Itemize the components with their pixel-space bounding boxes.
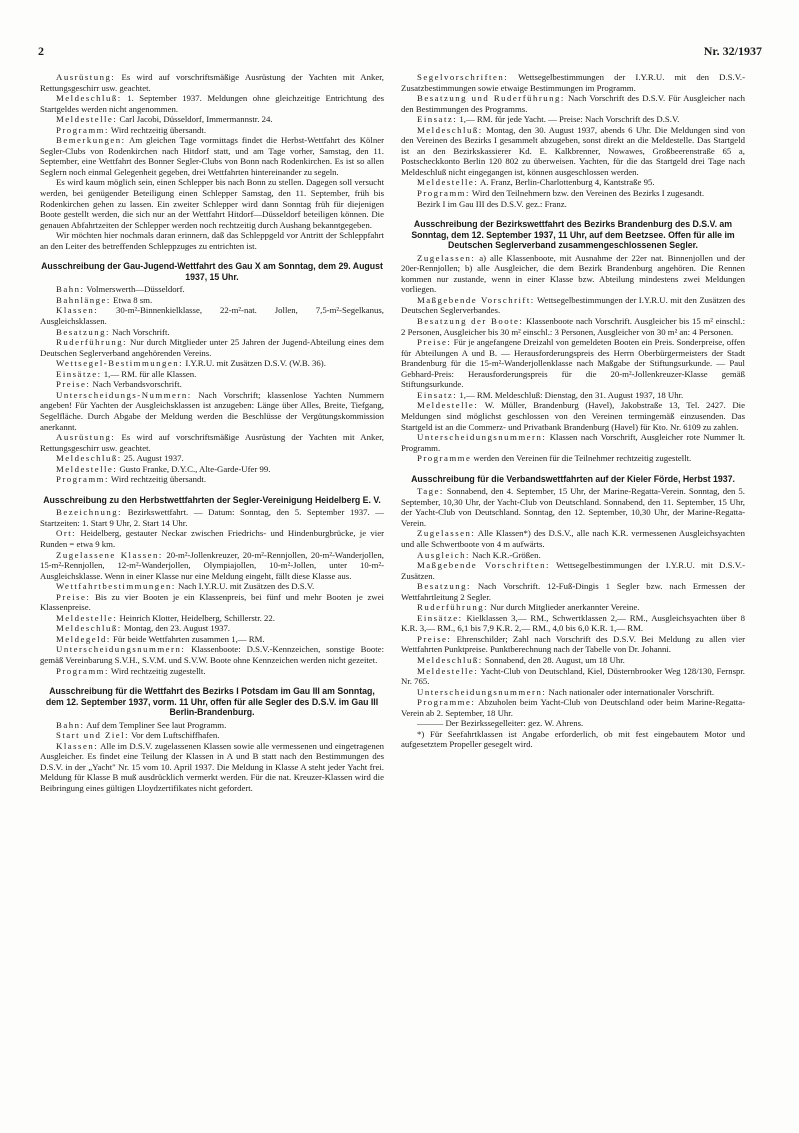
paragraph: Programm: Wird rechtzeitig übersandt. <box>56 474 207 485</box>
paragraph: Einsatz: 1,— RM. Meldeschluß: Dienstag, den 31. August 1937, 18 Uhr. <box>417 389 684 400</box>
paragraph: Preise: Für je angefangene Dreizahl von gemeldeten Booten ein Preis. Sonderpreise, offen für Abteilungen A und B. — Herausforderungspreis des Herrn Oberbürgermeisters der Stadt Brandenburg für die 15-m²-Wanderjollenklasse nach Maßgabe der Stiftungsurkunde. — Paul Gebhard-Preis: Herausforderungspreis für die 20-m²-Jollenkreuzer-Klasse gemäß Stiftungsurkunde. <box>401 337 745 390</box>
right-top-block <box>401 72 745 209</box>
paragraph: Es wird kaum möglich sein, einen Schlepper bis nach Bonn zu stellen. Dagegen soll versucht werden, bei genügender Beteiligung einen Schlepper Samstag, den 11. September, früh bis Rodenkirchen gehen zu lassen. Ein zweiter Schlepper wird dann Sonntag früh für diejenigen Boote gestellt werden, die sich nur an der Wettfahrt Hitdorf—Düsseldorf beteiligen können. Die genauen Abfahrtzeiten der Schlepper werden noch rechtzeitig durch Aushang bekanntgegeben. <box>40 177 384 230</box>
paragraph: Ausrüstung: Es wird auf vorschriftsmäßige Ausrüstung der Yachten mit Anker, Rettungsgeschirr usw. geachtet. <box>40 72 384 93</box>
signature: Bezirk I im Gau III des D.S.V. gez.: Franz. <box>417 198 567 209</box>
paragraph: Unterscheidungsnummern: Klassenboote: D.S.V.-Kennzeichen, sonstige Boote: gemäß Vereinbarung S.V.H., S.V.M. und S.V.W. Boote ohne Kennzeichen werden nicht gezeitet. <box>40 644 384 665</box>
paragraph: Ruderführung: Nur durch Mitglieder anerkannter Vereine. <box>417 602 640 613</box>
section-kiel <box>401 474 745 750</box>
paragraph: Tage: Sonnabend, den 4. September, 15 Uhr, der Marine-Regatta-Verein. Sonntag, den 5. September, 10,30 Uhr, der Yacht-Club von Deutschland. Sonnabend, den 11. September, 15 Uhr, der Yacht-Club von Deutschland. Sonntag, den 12. September, 10,30 Uhr, der Marine-Regatta-Verein. <box>401 486 745 528</box>
paragraph: Meldeschluß: Montag, den 30. August 1937, abends 6 Uhr. Die Meldungen sind von den Vereinen des Bezirks I gesammelt abzugeben, sonst direkt an die Meldestelle. Das Startgeld ist an den Bezirkskassierer Kd. E. Kalkbrenner, Nowawes, Großbeerenstraße 65 a, Postscheckkonto Berlin 120 802 zu überweisen. Yachten, für die das Startgeld drei Tage nach Meldeschluß nicht eingegangen ist, können ausgeschlossen werden. <box>401 124 745 177</box>
paragraph: Besatzung und Ruderführung: Nach Vorschrift des D.S.V. Für Ausgleicher nach den Bestimmungen des Programms. <box>401 93 745 114</box>
paragraph: Zugelassen: a) alle Klassenboote, mit Ausnahme der 22er nat. Binnenjollen und der 20er-Rennjollen; b) alle Ausgleicher, die dem Bezirk Brandenburg angehören. Die Rennen kommen nur zustande, wenn in einer Klasse bzw. Abteilung mindestens zwei Meldungen vorliegen. <box>401 252 745 295</box>
paragraph: Ausrüstung: Es wird auf vorschriftsmäßige Ausrüstung der Yachten mit Anker, Rettungsgeschirr usw. geachtet. <box>40 432 384 453</box>
section-gau-jugend <box>40 261 384 484</box>
paragraph: Preise: Bis zu vier Booten je ein Klassenpreis, bei fünf und mehr Booten je zwei Klassenpreise. <box>40 591 384 613</box>
paragraph: Wettsegel-Bestimmungen: I.Y.R.U. mit Zusätzen D.S.V. (W.B. 36). <box>56 358 326 369</box>
left-top-block <box>40 72 384 251</box>
paragraph: Meldestelle: Carl Jacobi, Düsseldorf, Immermannstr. 24. <box>56 114 273 125</box>
paragraph: Unterscheidungsnummern: Klassen nach Vorschrift, Ausgleicher rote Nummer lt. Programm. <box>401 432 745 453</box>
paragraph: Preise: Nach Verbandsvorschrift. <box>56 379 182 390</box>
paragraph: Programme: Abzuholen beim Yacht-Club von Deutschland oder beim Marine-Regatta-Verein ab 2. September, 18 Uhr. <box>401 697 745 718</box>
paragraph: Einsätze: Kielklassen 3,— RM., Schwertklassen 2,— RM., Ausgleichsyachten über 8 K.R. 3,— RM., 6,1 bis 7,9 K.R. 2,— RM., 4,0 bis 6,0 K.R. 1,— RM. <box>401 612 745 634</box>
paragraph: Maßgebende Vorschrift: Wettsegelbestimmungen der I.Y.R.U. mit den Zusätzen des Deutschen Seglerverbandes. <box>401 294 745 316</box>
paragraph: Bahnlänge: Etwa 8 sm. <box>56 294 153 305</box>
left-column <box>40 72 384 794</box>
footnote: *) Für Seefahrtklassen ist Angabe erforderlich, ob mit fest eingebautem Motor und aufgesetztem Propeller gesegelt wird. <box>401 728 745 750</box>
paragraph: Wettfahrtbestimmungen: Nach I.Y.R.U. mit Zusätzen des D.S.V. <box>56 581 315 592</box>
section-brandenburg <box>401 219 745 464</box>
paragraph: Meldestelle: A. Franz, Berlin-Charlottenburg 4, Kantstraße 95. <box>417 177 655 188</box>
section-title: Ausschreibung für die Verbandswettfahrten auf der Kieler Förde, Herbst 1937. <box>411 473 735 484</box>
paragraph: Wir möchten hier nochmals daran erinnern, daß das Schleppgeld vor Antritt der Schleppfahrt an den Leiter des betreffenden Schleppzuges zu entrichten ist. <box>40 230 384 251</box>
section-potsdam <box>40 686 384 793</box>
paragraph: Ruderführung: Nur durch Mitglieder unter 25 Jahren der Jugend-Abteilung eines dem Deutschen Seglerverband angehörenden Vereins. <box>40 337 384 358</box>
paragraph: Einsätze: 1,— RM. für alle Klassen. <box>56 368 197 379</box>
paragraph: Meldegeld: Für beide Wettfahrten zusammen 1,— RM. <box>56 633 265 644</box>
paragraph: Zugelassen: Alle Klassen*) des D.S.V., alle nach K.R. vermessenen Ausgleichsyachten und alle Schwertboote von 4 m aufwärts. <box>401 528 745 549</box>
issue-number: Nr. 32/1937 <box>703 44 762 58</box>
section-title: Ausschreibung der Gau-Jugend-Wettfahrt des Gau X am Sonntag, dem 29. August 1937, 15 Uhr. <box>41 261 383 282</box>
section-title: Ausschreibung der Bezirkswettfahrt des Bezirks Brandenburg des D.S.V. am Sonntag, dem 12. September 1937, 11 Uhr, auf dem Beetzsee. Offen für alle im Deutschen Seglerverband zusammengeschlossenen Segler. <box>411 219 735 251</box>
paragraph: Unterscheidungs-Nummern: Nach Vorschrift; klassenlose Yachten Nummern angeben! Für Yachten der Ausgleichsklassen ist anzugeben: Länge über Alles, Breite, Tiefgang, Segelfläche. Durch Abgabe der Meldung werden die Beschlüsse der Vergütungskommission anerkannt. <box>40 389 384 432</box>
paragraph: Meldeschluß: Sonnabend, den 28. August, um 18 Uhr. <box>417 654 625 665</box>
paragraph: Maßgebende Vorschriften: Wettsegelbestimmungen der I.Y.R.U. mit D.S.V.-Zusätzen. <box>401 560 745 581</box>
paragraph: Besatzung: Nach Vorschrift. 12-Fuß-Dingis 1 Segler bzw. nach Ermessen der Wettfahrtleitung 2 Segler. <box>401 581 745 602</box>
paragraph: Unterscheidungsnummern: Nach nationaler oder internationaler Vorschrift. <box>417 686 715 697</box>
paragraph: Besatzung: Nach Vorschrift. <box>56 326 170 337</box>
paragraph: Zugelassene Klassen: 20-m²-Jollenkreuzer, 20-m²-Rennjollen, 20-m²-Wanderjollen, 15-m²-Rennjollen, 12-m²-Wanderjollen, Olympiajollen, 10-m²-Jollen, unter 10-m²-Ausgleichsklasse. Wenn in einer Klasse nur eine Meldung eingeht, fällt diese Klasse aus. <box>40 549 384 581</box>
paragraph: Meldestelle: Gusto Franke, D.Y.C., Alte-Garde-Ufer 99. <box>56 463 271 474</box>
paragraph: Segelvorschriften: Wettsegelbestimmungen der I.Y.R.U. mit den D.S.V.-Zusatzbestimmungen sowie etwaige Bestimmungen im Programm. <box>401 72 745 93</box>
paragraph: Ort: Heidelberg, gestauter Neckar zwischen Friedrichs- und Hindenburgbrücke, je vier Runden = etwa 9 km. <box>40 528 384 549</box>
paragraph: Meldestelle: W. Müller, Brandenburg (Havel), Jakobstraße 13, Tel. 2427. Die Meldungen sind möglichst geschlossen von den Vereinen termingemäß einzusenden. Das Startgeld ist an die Commerz- und Privatbank Brandenburg (Havel) für Kto. Nr. 6109 zu zahlen. <box>401 400 745 432</box>
paragraph: Programme werden den Vereinen für die Teilnehmer rechtzeitig zugestellt. <box>417 453 692 464</box>
paragraph: Preise: Ehrenschilder; Zahl nach Vorschrift des D.S.V. Bei Meldung zu allen vier Wettfahrten Punktpreise. Punktberechnung nach der Tabelle von Dr. Johanni. <box>401 633 745 655</box>
paragraph: Meldeschluß: Montag, den 23. August 1937. <box>56 623 231 634</box>
paragraph: Bemerkungen: Am gleichen Tage vormittags findet die Herbst-Wettfahrt des Kölner Segler-Clubs von Rodenkirchen nach Hitdorf statt, und am Tage vorher, Samstag, den 11. September, eine Wettfahrt des Bonner Segler-Clubs von Bonn nach Rodenkirchen. Es ist so allen Seglern noch einmal Gelegenheit gegeben, drei Wettfahrten hintereinander zu segeln. <box>40 135 384 177</box>
paragraph: Programm: Wird den Teilnehmern bzw. den Vereinen des Bezirks I zugesandt. <box>417 188 705 199</box>
paragraph: Bezeichnung: Bezirkswettfahrt. — Datum: Sonntag, den 5. September 1937. — Startzeiten: 1. Start 9 Uhr, 2. Start 14 Uhr. <box>40 507 384 528</box>
paragraph: Einsatz: 1,— RM. für jede Yacht. — Preise: Nach Vorschrift des D.S.V. <box>417 114 680 125</box>
paragraph: Programm: Wird rechtzeitig zugestellt. <box>56 665 206 676</box>
paragraph: Programm: Wird rechtzeitig übersandt. <box>56 124 207 135</box>
paragraph: Klassen: 30-m²-Binnenkielklasse, 22-m²-nat. Jollen, 7,5-m²-Segelkanus, Ausgleichsklassen. <box>40 305 384 327</box>
paragraph: Meldeschluß: 1. September 1937. Meldungen ohne gleichzeitige Entrichtung des Startgeldes werden nicht angenommen. <box>40 93 384 114</box>
right-column <box>401 72 745 750</box>
signature: ——— Der Bezirkssegelleiter: gez. W. Ahrens. <box>417 718 584 729</box>
paragraph: Besatzung der Boote: Klassenboote nach Vorschrift. Ausgleicher bis 15 m² einschl.: 2 Personen, Ausgleicher bis 30 m² einschl.: 3 Personen, Ausgleicher von 30 m² an: 4 Personen. <box>401 316 746 337</box>
section-title: Ausschreibung für die Wettfahrt des Bezirks I Potsdam im Gau III am Sonntag, dem 12. September 1937, vorm. 11 Uhr, offen für alle Segler des D.S.V. im Gau III Berlin-Brandenburg. <box>45 686 379 718</box>
paragraph: Meldestelle: Yacht-Club von Deutschland, Kiel, Düsternbrooker Weg 128/130, Fernspr. Nr. 765. <box>401 665 745 687</box>
page-header <box>38 44 762 60</box>
paragraph: Bahn: Volmerswerth—Düsseldorf. <box>56 284 185 295</box>
section-heidelberg <box>40 495 384 676</box>
paragraph: Meldeschluß: 25. August 1937. <box>56 453 184 464</box>
paragraph: Ausgleich: Nach K.R.-Größen. <box>417 549 541 560</box>
paragraph: Klassen: Alle im D.S.V. zugelassenen Klassen sowie alle vermessenen und eingetragenen Ausgleicher. Es findet eine Teilung der Klassen in A und B statt nach den Bestimmungen des D.S.V. in der „Yacht" Nr. 15 vom 10. April 1937. Die Meldung in Klasse A steht jeder Yacht frei. Meldung für Klasse B muß ausdrücklich vermerkt werden. Für die nat. Kreuzer-Klassen wird die Beibringung eines gültigen Lloydzertifikates nicht gefordert. <box>40 740 384 793</box>
page-number: 2 <box>38 44 44 58</box>
paragraph: Bahn: Auf dem Templiner See laut Programm. <box>56 719 227 730</box>
paragraph: Meldestelle: Heinrich Klotter, Heidelberg, Schillerstr. 22. <box>56 612 275 623</box>
section-title: Ausschreibung zu den Herbstwettfahrten der Segler-Vereinigung Heidelberg E. V. <box>43 494 381 505</box>
paragraph: Start und Ziel: Vor dem Luftschiffhafen. <box>56 730 220 741</box>
